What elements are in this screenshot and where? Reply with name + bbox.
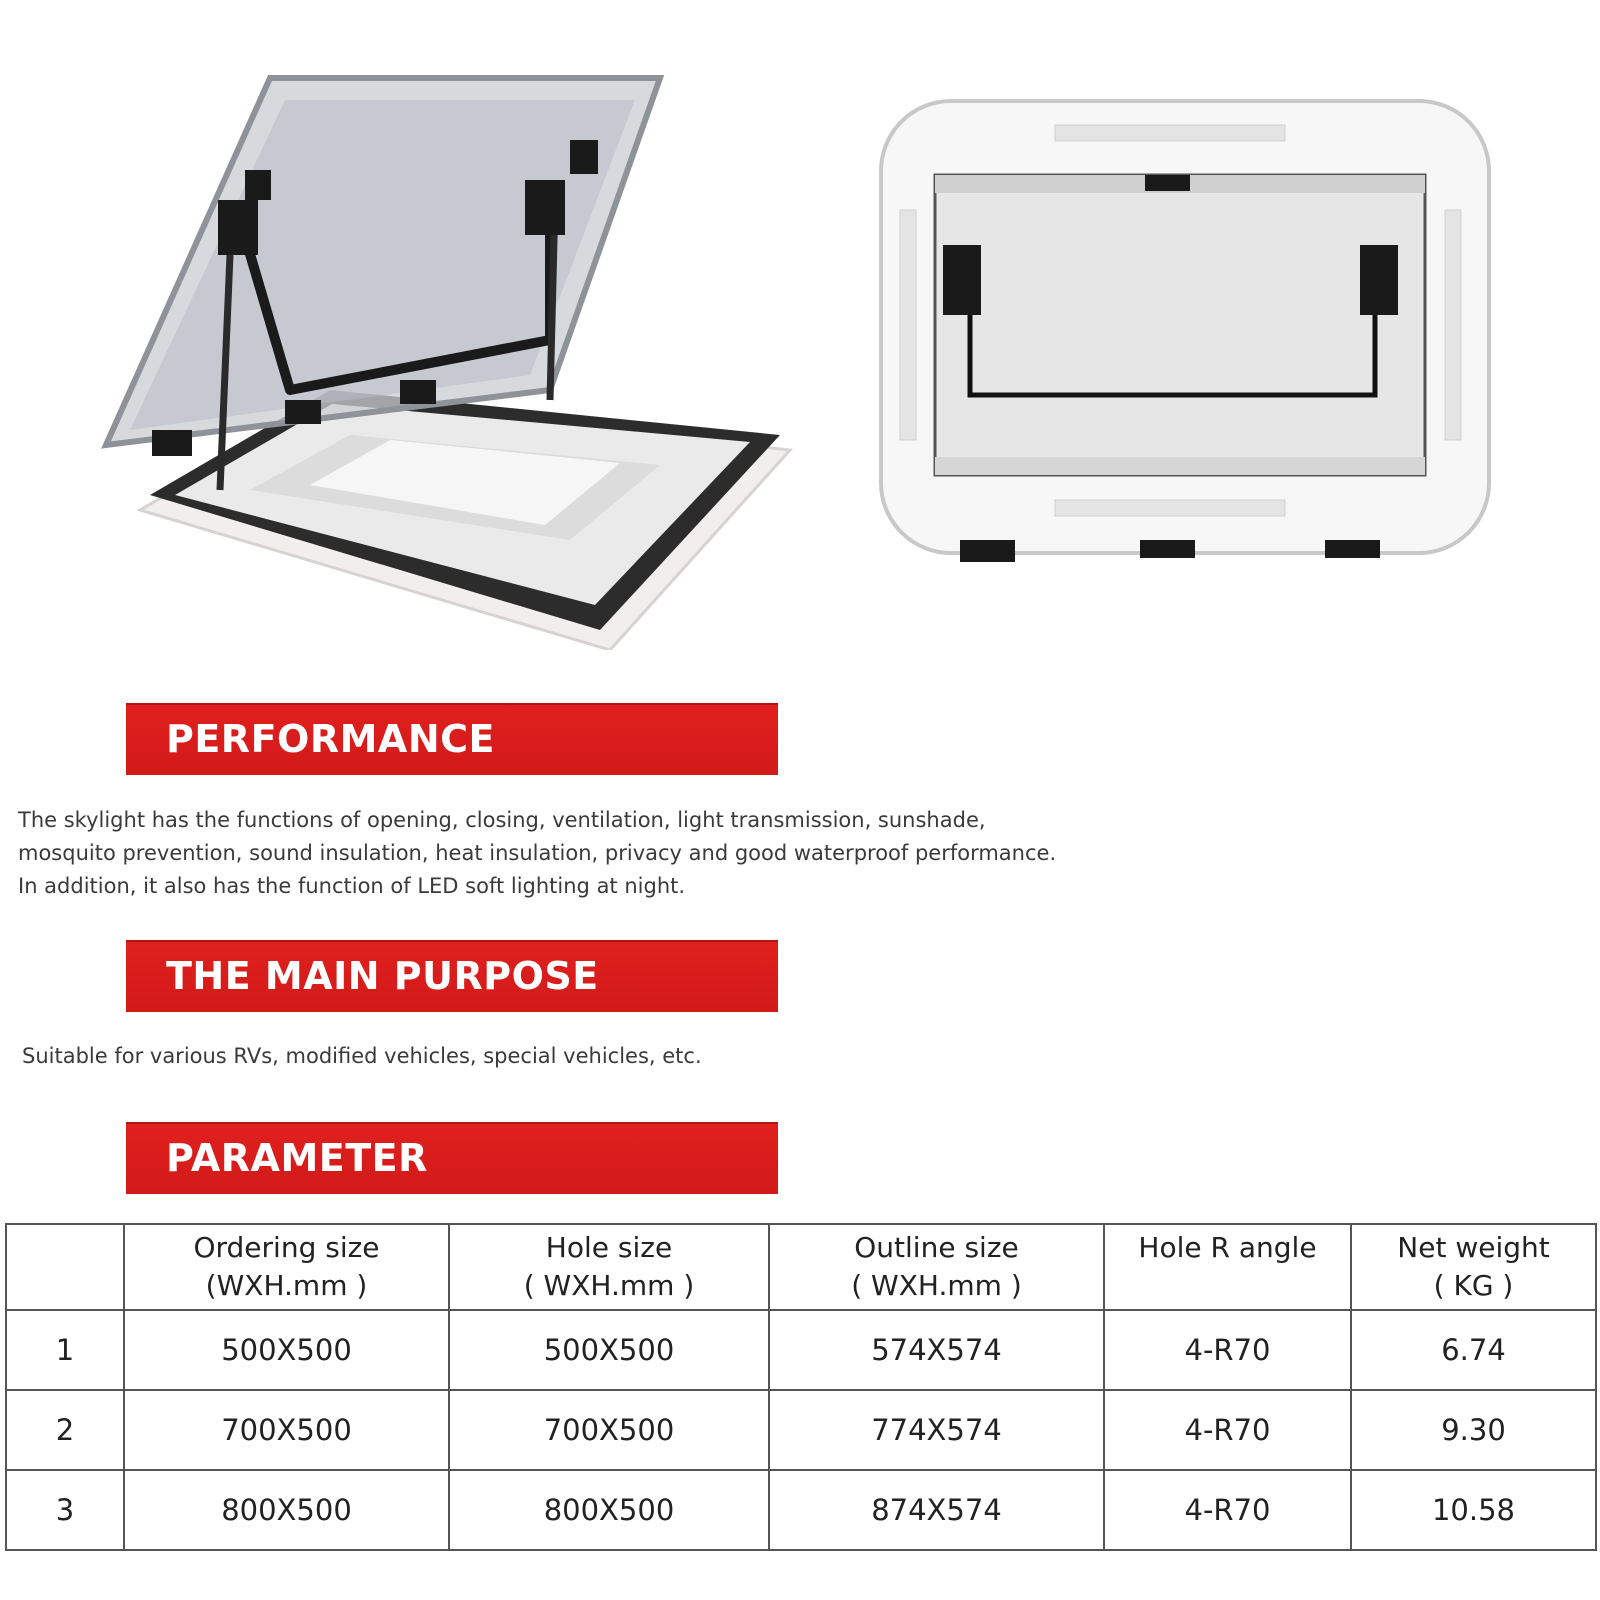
net-weight-cell: 10.58 [1351,1470,1596,1550]
open-skylight-image [100,70,820,650]
performance-banner [126,703,778,775]
table-row [6,1390,1596,1470]
performance-title: PERFORMANCE [166,717,495,761]
header-hole-r-angle: Hole R angle [1104,1224,1351,1310]
table-row [6,1470,1596,1550]
net-weight-cell: 9.30 [1351,1390,1596,1470]
closed-skylight-image [875,95,1495,575]
hole-r-angle-cell: 4-R70 [1104,1310,1351,1390]
header-net-weight: Net weight ( KG ) [1351,1224,1596,1310]
header-ordering-size: Ordering size (WXH.mm ) [124,1224,449,1310]
parameter-banner [126,1122,778,1194]
parameter-title: PARAMETER [166,1136,428,1180]
ordering-size-cell: 500X500 [124,1310,449,1390]
header-outline-size: Outline size ( WXH.mm ) [769,1224,1104,1310]
hole-size-cell: 700X500 [449,1390,769,1470]
hole-r-angle-cell: 4-R70 [1104,1470,1351,1550]
main-purpose-title: THE MAIN PURPOSE [166,954,599,998]
hole-size-cell: 500X500 [449,1310,769,1390]
row-index: 2 [6,1390,124,1470]
outline-size-cell: 874X574 [769,1470,1104,1550]
outline-size-cell: 774X574 [769,1390,1104,1470]
main-purpose-banner [126,940,778,1012]
net-weight-cell: 6.74 [1351,1310,1596,1390]
hole-r-angle-cell: 4-R70 [1104,1390,1351,1470]
header-index [6,1224,124,1310]
row-index: 3 [6,1470,124,1550]
performance-line: In addition, it also has the function of LED soft lighting at night. [18,874,686,898]
table-row [6,1310,1596,1390]
hole-size-cell: 800X500 [449,1470,769,1550]
parameter-table [5,1223,1597,1551]
main-purpose-description: Suitable for various RVs, modified vehicles, special vehicles, etc. [22,1044,702,1068]
ordering-size-cell: 800X500 [124,1470,449,1550]
header-hole-size: Hole size ( WXH.mm ) [449,1224,769,1310]
performance-line: mosquito prevention, sound insulation, heat insulation, privacy and good waterproof performance. [18,841,1057,865]
ordering-size-cell: 700X500 [124,1390,449,1470]
performance-line: The skylight has the functions of opening, closing, ventilation, light transmission, sunshade, [18,808,986,832]
table-header-row [6,1224,1596,1310]
performance-description [18,804,1198,903]
outline-size-cell: 574X574 [769,1310,1104,1390]
row-index: 1 [6,1310,124,1390]
